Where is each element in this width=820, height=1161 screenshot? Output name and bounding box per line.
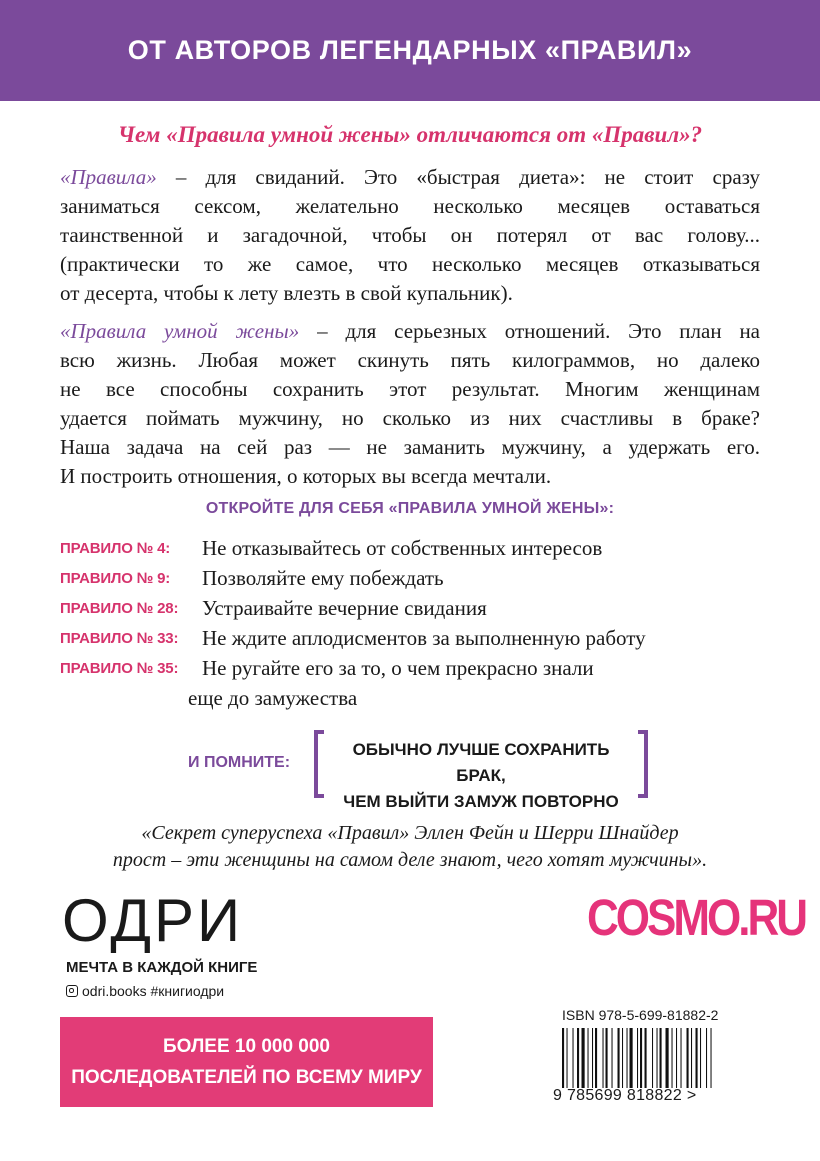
right-bracket [638, 730, 648, 798]
barcode-bar [637, 1028, 638, 1088]
barcode-bar [700, 1028, 701, 1088]
barcode-bar [687, 1028, 689, 1088]
barcode-bar [691, 1028, 692, 1088]
remember-line: ЧЕМ ВЫЙТИ ЗАМУЖ ПОВТОРНО [343, 792, 619, 811]
barcode-bar [706, 1028, 707, 1088]
barcode-bar [681, 1028, 682, 1088]
para2-lead: «Правила умной жены» [60, 319, 300, 343]
publisher-logo: ОДРИ [62, 887, 244, 954]
remember-label: И ПОМНИТЕ: [188, 754, 291, 771]
barcode-bar [711, 1028, 712, 1088]
cosmo-logo: COSMO.RU [587, 890, 805, 947]
publisher-social [66, 983, 224, 999]
rule-text: Устраивайте вечерние свидания [202, 596, 487, 620]
barcode [562, 1028, 752, 1088]
para2-line: «Правила умной жены» – для серьезных отношений. Это план на [60, 319, 761, 343]
barcode-bar [672, 1028, 673, 1088]
barcode-bar [588, 1028, 589, 1088]
barcode-bar [595, 1028, 597, 1088]
rule-item [60, 536, 780, 566]
para1-line: (практически то же самое, что несколько месяцев отказываться [60, 252, 760, 276]
quote-line: прост – эти женщины на самом деле знают, чего хотят мужчины». [112, 849, 708, 871]
barcode-bar [622, 1028, 623, 1088]
isbn-label: ISBN 978-5-699-81882-2 [562, 1007, 719, 1023]
remember-text [330, 737, 632, 815]
rule-text: Не ждите аплодисментов за выполненную работу [202, 626, 646, 650]
question-heading: Чем «Правила умной жены» отличаются от «Правил»? [117, 122, 703, 147]
barcode-bar [603, 1028, 604, 1088]
rule-text: Не ругайте его за то, о чем прекрасно знали [202, 656, 594, 680]
rule-label: ПРАВИЛО № 4: [60, 540, 171, 557]
barcode-bar [676, 1028, 677, 1088]
instagram-icon [66, 985, 78, 997]
rule-item [60, 596, 780, 626]
promo-line: ПОСЛЕДОВАТЕЛЕЙ ПО ВСЕМУ МИРУ [71, 1067, 422, 1088]
banner-title: ОТ АВТОРОВ ЛЕГЕНДАРНЫХ «ПРАВИЛ» [127, 35, 693, 65]
barcode-bar [652, 1028, 653, 1088]
barcode-bar [666, 1028, 669, 1088]
rule-text: Не отказывайтесь от собственных интересов [202, 536, 603, 560]
para2-line: И построить отношения, о которых вы всегда мечтали. [60, 464, 552, 488]
left-bracket [314, 730, 324, 798]
para2-line: всю жизнь. Любая может скинуть пять килограммов, но далеко [60, 348, 760, 372]
barcode-bar [627, 1028, 628, 1088]
barcode-bar [577, 1028, 579, 1088]
rule-item [60, 626, 780, 656]
para1-lead: «Правила» [60, 165, 157, 189]
barcode-bar [567, 1028, 568, 1088]
para1-line: от десерта, чтобы к лету влезть в свой купальник). [60, 281, 513, 305]
barcode-bar [696, 1028, 698, 1088]
quote-line: «Секрет суперуспеха «Правил» Эллен Фейн и Шерри Шнайдер [141, 822, 679, 844]
rule-label: ПРАВИЛО № 9: [60, 570, 171, 587]
barcode-bar [592, 1028, 593, 1088]
remember-line: ОБЫЧНО ЛУЧШЕ СОХРАНИТЬ БРАК, [352, 740, 610, 785]
barcode-bar [612, 1028, 613, 1088]
social-handle: odri.books #книгиодри [82, 983, 225, 999]
barcode-bar [660, 1028, 662, 1088]
para1-line: «Правила» – для свиданий. Это «быстрая диета»: не стоит сразу [60, 165, 760, 189]
barcode-bar [618, 1028, 620, 1088]
rule-label: ПРАВИЛО № 35: [60, 660, 179, 677]
barcode-bar [606, 1028, 608, 1088]
rule-text-continued: еще до замужества [188, 686, 358, 710]
rule-text: Позволяйте ему побеждать [202, 566, 444, 590]
barcode-bar [573, 1028, 574, 1088]
barcode-bar [657, 1028, 658, 1088]
barcode-bar [562, 1028, 564, 1088]
review-quote [0, 820, 820, 874]
rule-label: ПРАВИЛО № 28: [60, 600, 179, 617]
para1-line: таинственной и загадочной, чтобы он потерял от вас голову... [60, 223, 760, 247]
barcode-bar [645, 1028, 647, 1088]
para2-line: не все способны сохранить этот результат. Многим женщинам [60, 377, 760, 401]
barcode-bar [582, 1028, 585, 1088]
publisher-tagline: МЕЧТА В КАЖДОЙ КНИГЕ [66, 959, 258, 976]
rule-item [60, 656, 780, 716]
top-banner [0, 0, 820, 101]
promo-line: БОЛЕЕ 10 000 000 [162, 1036, 330, 1057]
para1-line: заниматься сексом, желательно несколько месяцев оставаться [60, 194, 760, 218]
barcode-bar [640, 1028, 642, 1088]
barcode-digits: 9 785699 818822 > [553, 1087, 697, 1104]
paragraph-rules [60, 163, 760, 308]
para2-line: удается поймать мужчину, но сколько из них счастливы в браке? [60, 406, 760, 430]
paragraph-smart-wife [60, 317, 760, 491]
promo-box [60, 1017, 433, 1107]
discover-heading: ОТКРОЙТЕ ДЛЯ СЕБЯ «ПРАВИЛА УМНОЙ ЖЕНЫ»: [205, 500, 615, 517]
para2-line: Наша задача на сей раз — не заманить мужчину, а удержать его. [60, 435, 760, 459]
barcode-bar [630, 1028, 633, 1088]
rule-label: ПРАВИЛО № 33: [60, 630, 179, 647]
remember-callout [314, 730, 648, 811]
rule-item [60, 566, 780, 596]
